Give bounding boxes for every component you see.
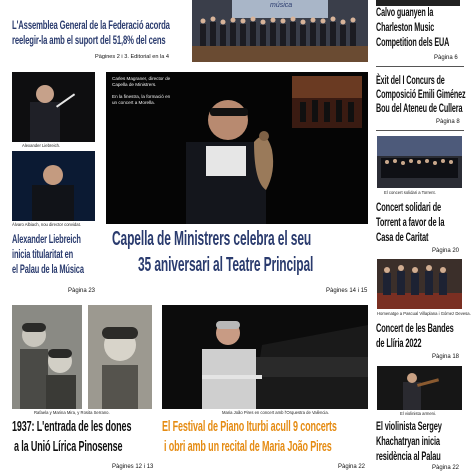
mira-sisters-photo [12, 305, 82, 409]
item2-title-line1: Èxit del I Concurs de [376, 73, 445, 87]
albiach-photo [12, 151, 95, 221]
item4-page: Pàgina 18 [432, 354, 460, 360]
pires-photo [162, 305, 368, 409]
item4-title-line1: Concert de les Bandes [376, 321, 454, 335]
left-title-line3: el Palau de la Música [12, 262, 84, 276]
item5-page: Pàgina 22 [432, 465, 460, 471]
lower-left-caption: Rafaela y Marina Mira, y Rosita Serrano. [34, 410, 110, 415]
liebreich-photo [12, 72, 95, 142]
pires-caption: Maria João Pires en concert amb l'Orquestra de València. [222, 410, 329, 415]
lower-middle-page: Pàgina 22 [338, 464, 366, 470]
main-headline-line2: 35 aniversari al Teatre Principal [138, 254, 314, 276]
item5-title-line1: El violinista Sergey [376, 419, 442, 433]
item5-caption: El violinista armeni. [400, 411, 437, 416]
item2-title-line2: Composició Emili Giménez [376, 87, 466, 101]
item3-photo [377, 136, 462, 188]
assembly-group-photo [192, 0, 368, 62]
item4-caption: Homenatge a Pascual Villaplana i Gómez Devesa. [377, 311, 471, 316]
item3-caption: El concert solidari a Torrent. [384, 190, 436, 195]
item3-page: Pàgina 20 [432, 248, 460, 254]
item3-title-line2: Torrent a favor de la [376, 215, 445, 229]
magraner-caption-line2: Capella de Ministrers. [112, 82, 157, 87]
inset-concert-photo [292, 76, 362, 128]
item4-photo [377, 259, 462, 309]
magraner-caption-line1: Carles Magraner, director de [112, 76, 171, 81]
liebreich-caption: Alexander Liebreich. [22, 143, 61, 148]
inset-caption-line2: un concert a Morella. [112, 100, 155, 105]
serrano-photo [88, 305, 152, 409]
item4-title-line2: de Llíria 2022 [376, 336, 422, 350]
item1-title-line2: Charleston Music [376, 20, 435, 34]
item2-title-line3: Bou del Ateneu de Cullera [376, 101, 463, 115]
lower-middle-headline-line1: El Festival de Piano Iturbi acull 9 concerts [162, 418, 337, 435]
divider [376, 66, 464, 67]
assembly-headline-line1: L'Assemblea General de la Federació acorda [12, 18, 170, 32]
assembly-headline-line2: reelegir-la amb el suport del 51,8% del cens [12, 33, 166, 47]
main-page: Pàgines 14 i 15 [326, 288, 368, 294]
item5-photo [377, 366, 462, 410]
item1-page: Pàgina 6 [434, 55, 458, 61]
assembly-page-ref: Pàgines 2 i 3. Editorial en la 4 [95, 54, 170, 60]
item5-title-line3: residència al Palau [376, 449, 441, 463]
left-page: Pàgina 23 [68, 288, 96, 294]
divider [376, 130, 464, 131]
lower-left-headline-line2: a la Unió Lírica Pinosense [14, 438, 123, 455]
left-title-line1: Alexander Liebreich [12, 232, 81, 246]
item1-title-line3: Competition dels EUA [376, 35, 450, 49]
left-title-line2: inicia titularitat en [12, 247, 74, 261]
inset-caption-line1: En la finestra, la formació en [112, 94, 171, 99]
item1-title-line1: Calvo guanyen la [376, 5, 434, 19]
lower-middle-headline-line2: i obri amb un recital de Maria João Pires [164, 438, 332, 455]
albiach-caption: Álvaro Albiach, nou director convidat. [12, 222, 81, 227]
item5-title-line2: Khachatryan inicia [376, 434, 440, 448]
item3-title-line3: Casa de Caritat [376, 230, 429, 244]
lower-left-headline-line1: 1937: L'entrada de les dones [12, 418, 132, 435]
lower-left-page: Pàgines 12 i 13 [112, 464, 154, 470]
main-headline-line1: Capella de Ministrers celebra el seu [112, 228, 312, 250]
banner-text: música [270, 2, 293, 9]
item2-page: Pàgina 8 [436, 119, 460, 125]
item3-title-line1: Concert solidari de [376, 200, 442, 214]
